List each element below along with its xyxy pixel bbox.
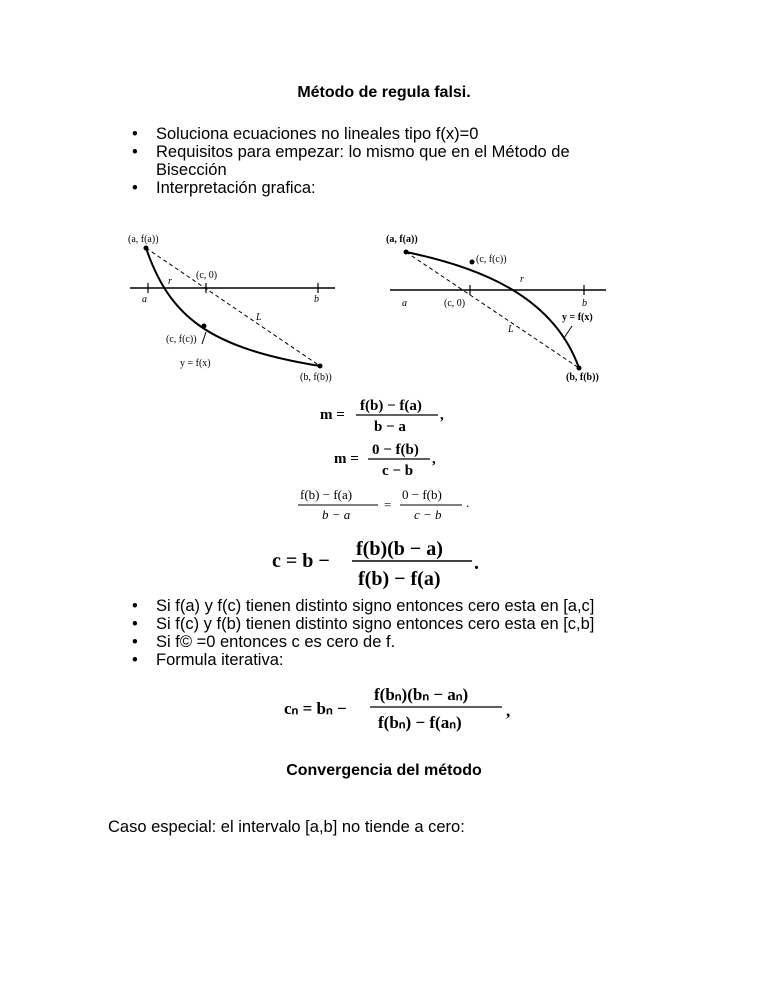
list-item: • Interpretación grafica: (132, 179, 316, 197)
eq1-tail: , (440, 407, 444, 423)
eq3-equals: = (384, 497, 392, 512)
point-b-fb (577, 366, 582, 371)
closing-text: Caso especial: el intervalo [a,b] no tiende a cero: (108, 818, 465, 836)
arrow-to-curve (202, 332, 206, 344)
arrow-to-curve (564, 326, 572, 338)
eq2-lhs: m = (334, 451, 359, 467)
label-c-fc: (c, f(c)) (166, 334, 197, 345)
iterative-formula (280, 676, 530, 742)
page-title: Método de regula falsi. (297, 84, 471, 101)
label-b: b (314, 294, 319, 305)
list-item: • Si f(a) y f(c) tienen distinto signo entonces cero esta en [a,c] (132, 597, 595, 615)
label-c-fc: (c, f(c)) (476, 254, 507, 265)
eq1-lhs: m = (320, 407, 345, 423)
label-b: b (582, 298, 587, 309)
section-title: Convergencia del método (286, 762, 482, 779)
eq4-numerator: f(b)(b − a) (356, 538, 443, 560)
list-item: • Si f(c) y f(b) tienen distinto signo entonces cero esta en [c,b] (132, 615, 595, 633)
eq3-left-denominator: b − a (322, 507, 351, 522)
list-item: • Requisitos para empezar: lo mismo que en el Método de (132, 143, 570, 161)
label-b-fb: (b, f(b)) (300, 372, 332, 383)
label-y-fx: y = f(x) (180, 358, 211, 369)
list-item: • Si f© =0 entonces c es cero de f. (132, 633, 396, 651)
point-b-fb (318, 364, 323, 369)
list-item-continuation: Bisección (156, 161, 227, 179)
label-b-fb: (b, f(b)) (566, 372, 599, 383)
point-a-fa (404, 250, 409, 255)
eq3-left-numerator: f(b) − f(a) (300, 487, 353, 502)
point-c-fc (470, 260, 475, 265)
secant-line (146, 248, 320, 366)
iter-tail: , (506, 701, 511, 720)
label-r: r (520, 274, 524, 285)
label-a-fa: (a, f(a)) (386, 234, 418, 245)
regula-falsi-figure-left (120, 228, 350, 388)
eq4-denominator: f(b) − f(a) (358, 568, 441, 590)
eq2-numerator: 0 − f(b) (372, 442, 419, 458)
eq4-tail: . (474, 552, 479, 574)
label-y-fx: y = f(x) (562, 312, 593, 323)
point-a-fa (144, 246, 149, 251)
top-bullet-list (132, 125, 676, 197)
label-a: a (142, 294, 147, 305)
label-r: r (168, 276, 172, 287)
secant-line (406, 252, 579, 368)
equations-block (260, 395, 530, 595)
label-L: L (256, 312, 262, 323)
regula-falsi-figure-right (384, 228, 614, 388)
label-a: a (402, 298, 407, 309)
eq3-right-denominator: c − b (414, 507, 442, 522)
label-c-0: (c, 0) (444, 298, 466, 309)
eq1-denominator: b − a (374, 419, 406, 435)
bottom-bullet-list (132, 597, 716, 669)
list-item: • Soluciona ecuaciones no lineales tipo f(x)=0 (132, 125, 479, 143)
iter-numerator: f(bₙ)(bₙ − aₙ) (374, 685, 469, 704)
point-c-fc (202, 324, 207, 329)
label-c-0: (c, 0) (196, 270, 218, 281)
iter-lhs: cₙ = bₙ − (284, 699, 347, 718)
eq3-right-numerator: 0 − f(b) (402, 487, 442, 502)
eq3-tail: . (466, 495, 470, 510)
eq1-numerator: f(b) − f(a) (360, 398, 422, 414)
label-L: L (508, 324, 514, 335)
list-item: • Formula iterativa: (132, 651, 284, 669)
iter-denominator: f(bₙ) − f(aₙ) (378, 713, 462, 732)
eq2-tail: , (432, 451, 436, 467)
label-a-fa: (a, f(a)) (128, 234, 159, 245)
eq2-denominator: c − b (382, 463, 414, 479)
eq4-lhs: c = b − (272, 550, 330, 572)
